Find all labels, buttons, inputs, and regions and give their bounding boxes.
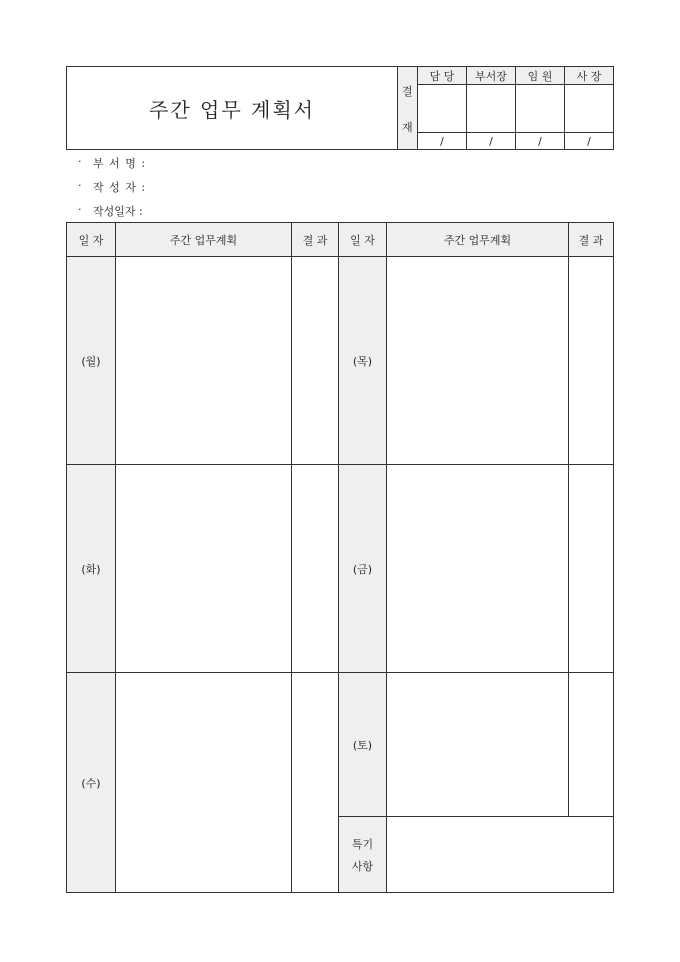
plan-cell-sat[interactable] [387, 673, 568, 816]
result-cell-tue[interactable] [292, 465, 338, 672]
author-field[interactable] [150, 177, 390, 193]
notes-label-line-1: 특기 [351, 837, 374, 851]
header-cell [292, 223, 338, 256]
header-result-right: 결 과 [578, 233, 604, 247]
header-plan-right: 주간 업무계획 [443, 233, 512, 247]
result-cell-thu[interactable] [569, 257, 613, 464]
info-bullet: · [78, 203, 82, 216]
approval-role-cell [467, 67, 515, 84]
day-cell [67, 673, 115, 892]
header-cell [387, 223, 568, 256]
notes-label-line-2: 사항 [351, 859, 374, 873]
info-bullet: · [78, 155, 82, 168]
approval-side-cell [398, 67, 417, 149]
approval-date-cell[interactable] [565, 133, 613, 149]
approval-sign-box[interactable] [418, 85, 466, 132]
page-title: 주간 업무 계획서 [149, 97, 315, 122]
department-field[interactable] [150, 153, 390, 169]
header-result-left: 결 과 [302, 233, 328, 247]
approval-date-mark: / [538, 134, 542, 148]
plan-cell-wed[interactable] [116, 673, 291, 892]
author-label: 작 성 자 : [93, 181, 147, 194]
title-area [67, 67, 397, 149]
approval-role-label: 임 원 [527, 69, 553, 83]
approval-date-mark: / [440, 134, 444, 148]
day-label-wed: (수) [81, 776, 101, 790]
plan-cell-fri[interactable] [387, 465, 568, 672]
approval-role-label: 부서장 [475, 69, 507, 83]
header-cell [569, 223, 613, 256]
header-date-left: 일 자 [78, 233, 104, 247]
department-label: 부 서 명 : [93, 157, 147, 170]
approval-sign-box[interactable] [467, 85, 515, 132]
approval-date-cell[interactable] [516, 133, 564, 149]
header-cell [339, 223, 386, 256]
plan-cell-thu[interactable] [387, 257, 568, 464]
day-label-mon: (월) [81, 354, 101, 368]
approval-role-cell [565, 67, 613, 84]
day-label-sat: (토) [352, 738, 373, 752]
plan-cell-tue[interactable] [116, 465, 291, 672]
result-cell-mon[interactable] [292, 257, 338, 464]
approval-sign-box[interactable] [565, 85, 613, 132]
header-cell [116, 223, 291, 256]
day-cell [67, 465, 115, 672]
header-date-right: 일 자 [350, 233, 375, 247]
approval-date-mark: / [587, 134, 591, 148]
day-cell [67, 257, 115, 464]
approval-sign-box[interactable] [516, 85, 564, 132]
day-cell [339, 257, 386, 464]
result-cell-sat[interactable] [569, 673, 613, 816]
approval-role-label: 사 장 [576, 69, 602, 83]
header-plan-left: 주간 업무계획 [169, 233, 238, 247]
day-label-fri: (금) [352, 562, 373, 576]
result-cell-wed[interactable] [292, 673, 338, 892]
notes-label-cell [339, 817, 386, 892]
date-field[interactable] [150, 201, 390, 217]
date-label: 작성일자 : [93, 205, 143, 218]
approval-date-mark: / [489, 134, 493, 148]
approval-date-cell[interactable] [418, 133, 466, 149]
approval-role-label: 담 당 [429, 69, 455, 83]
header-cell [67, 223, 115, 256]
plan-cell-mon[interactable] [116, 257, 291, 464]
approval-side-label-2: 재 [402, 121, 413, 134]
approval-side-label-1: 결 [402, 85, 413, 98]
approval-date-cell[interactable] [467, 133, 515, 149]
day-label-tue: (화) [81, 562, 101, 576]
result-cell-fri[interactable] [569, 465, 613, 672]
day-cell [339, 673, 386, 816]
info-bullet: · [78, 179, 82, 192]
approval-role-cell [418, 67, 466, 84]
notes-cell[interactable] [387, 817, 613, 892]
approval-role-cell [516, 67, 564, 84]
day-label-thu: (목) [352, 354, 373, 368]
day-cell [339, 465, 386, 672]
